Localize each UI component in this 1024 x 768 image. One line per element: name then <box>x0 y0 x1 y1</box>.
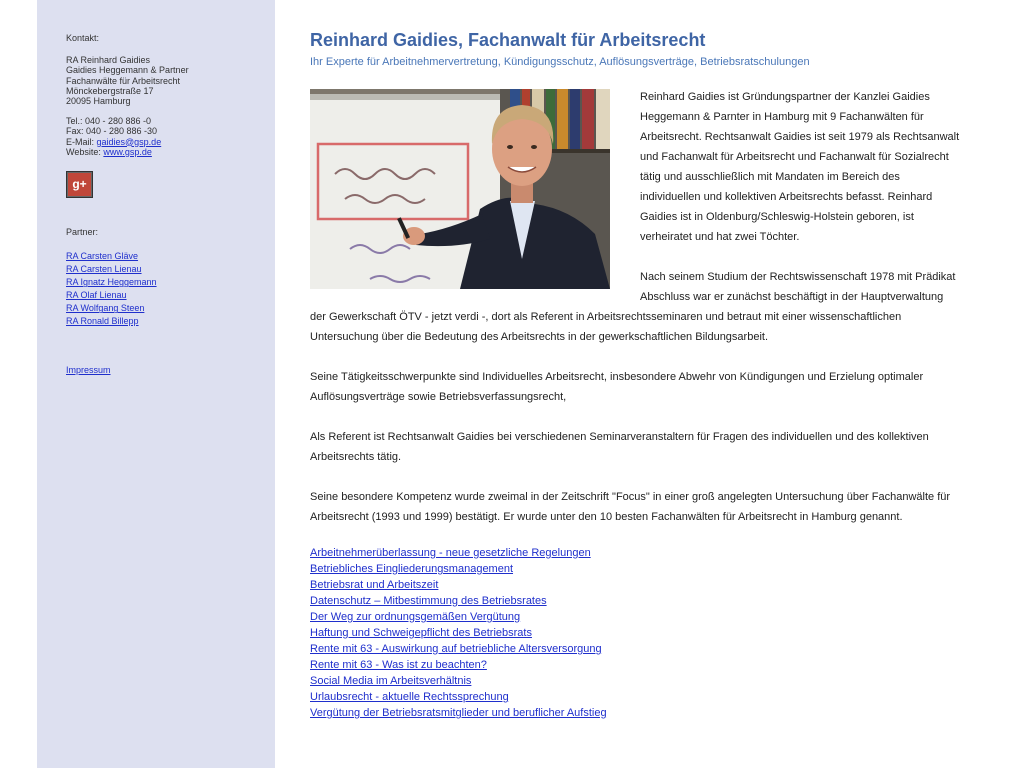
article-link-item <box>310 577 960 593</box>
article-body <box>310 87 960 721</box>
article-link-item <box>310 625 960 641</box>
website-row <box>66 147 275 157</box>
website-link[interactable]: www.gsp.de <box>103 146 152 157</box>
article-link[interactable]: Betriebsrat und Arbeitszeit <box>310 579 439 591</box>
partner-list <box>66 250 275 328</box>
article-link[interactable]: Rente mit 63 - Was ist zu beachten? <box>310 659 487 671</box>
article-link-item <box>310 545 960 561</box>
partner-link[interactable]: RA Wolfgang Steen <box>66 303 145 314</box>
partner-link[interactable]: RA Carsten Lienau <box>66 264 142 275</box>
partner-label: Partner: <box>66 227 99 238</box>
partner-item <box>66 250 275 263</box>
sidebar <box>37 0 275 768</box>
address-line: 20095 Hamburg <box>66 96 131 107</box>
paragraph: Seine besondere Kompetenz wurde zweimal in der Zeitschrift "Focus" in einer groß angelegten Untersuchung über Fachanwälte für Arbeitsrecht (1993 und 1999) bestätigt. Er wurde unter den 10 besten Fachanwälten für Arbeitsrecht in Hamburg genannt. <box>310 491 951 523</box>
article-link[interactable]: Haftung und Schweigepflicht des Betriebsrats <box>310 627 532 639</box>
article-link[interactable]: Der Weg zur ordnungsgemäßen Vergütung <box>310 611 521 623</box>
email-row <box>66 137 275 147</box>
article-link[interactable]: Datenschutz – Mitbestimmung des Betriebsrates <box>310 595 547 607</box>
google-plus-icon[interactable]: g+ <box>66 171 93 198</box>
paragraph: Als Referent ist Rechtsanwalt Gaidies bei verschiedenen Seminarveranstaltern für Fragen des individuellen und des kollektiven Arbeitsrechts tätig. <box>310 431 929 463</box>
paragraph: Seine Tätigkeitsschwerpunkte sind Individuelles Arbeitsrecht, insbesondere Abwehr von Kündigungen und Erzielung optimaler Auflösungsverträge sowie Betriebsverfassungsrecht, <box>310 371 924 403</box>
address-line: Fachanwälte für Arbeitsrecht <box>66 75 181 86</box>
address-line: Gaidies Heggemann & Partner <box>66 65 189 76</box>
contact-label: Kontakt: <box>66 33 100 43</box>
partner-item <box>66 263 275 276</box>
article-link-item <box>310 561 960 577</box>
partner-item <box>66 315 275 328</box>
article-link[interactable]: Vergütung der Betriebsratsmitglieder und beruflicher Aufstieg <box>310 707 607 719</box>
address-line: RA Reinhard Gaidies <box>66 55 151 66</box>
partner-item <box>66 302 275 315</box>
portrait-photo <box>310 89 610 289</box>
article-link-list <box>310 545 960 721</box>
telephone: Tel.: 040 - 280 886 -0 <box>66 116 152 127</box>
article-link-item <box>310 641 960 657</box>
article-link-item <box>310 657 960 673</box>
fax: Fax: 040 - 280 886 -30 <box>66 126 158 137</box>
email-link[interactable]: gaidies@gsp.de <box>96 136 162 147</box>
partner-item <box>66 289 275 302</box>
article-link-item <box>310 689 960 705</box>
article-link-item <box>310 609 960 625</box>
partner-link[interactable]: RA Olaf Lienau <box>66 290 127 301</box>
article-link[interactable]: Arbeitnehmerüberlassung - neue gesetzliche Regelungen <box>310 547 591 559</box>
main-content <box>310 28 960 721</box>
impressum-link[interactable]: Impressum <box>66 365 111 376</box>
article-link[interactable]: Rente mit 63 - Auswirkung auf betriebliche Altersversorgung <box>310 643 602 655</box>
address-line: Mönckebergstraße 17 <box>66 85 154 96</box>
paragraph: Nach seinem Studium der Rechtswissenschaft 1978 mit Prädikat Abschluss war er zunächst beschäftigt in der Hauptverwaltung der Gewerkschaft ÖTV - jetzt verdi -, dort als Referent in Arbeitsrechtsseminaren und betraut mit einer wissenschaftlichen Untersuchung über die Bedeutung des Arbeitsrechts in der gewerkschaftlichen Bildungsarbeit. <box>310 271 956 343</box>
article-link-item <box>310 673 960 689</box>
page-subtitle: Ihr Experte für Arbeitnehmervertretung, Kündigungsschutz, Auflösungsverträge, Betriebsratschulungen <box>310 56 810 68</box>
partner-item <box>66 276 275 289</box>
article-link-item <box>310 593 960 609</box>
page-title: Reinhard Gaidies, Fachanwalt für Arbeitsrecht <box>310 30 706 50</box>
partner-link[interactable]: RA Ignatz Heggemann <box>66 277 157 288</box>
article-link[interactable]: Betriebliches Eingliederungsmanagement <box>310 563 514 575</box>
article-link[interactable]: Urlaubsrecht - aktuelle Rechtssprechung <box>310 691 509 703</box>
article-link-item <box>310 705 960 721</box>
partner-link[interactable]: RA Carsten Gläve <box>66 251 139 262</box>
partner-link[interactable]: RA Ronald Billepp <box>66 316 139 327</box>
phone-block <box>66 116 275 157</box>
article-link[interactable]: Social Media im Arbeitsverhältnis <box>310 675 472 687</box>
website-label: Website: <box>66 146 104 157</box>
paragraph: Reinhard Gaidies ist Gründungspartner der Kanzlei Gaidies Heggemann & Parnter in Hamburg mit 9 Fachanwälten für Arbeitsrecht. Rechtsanwalt Gaidies ist seit 1979 als Rechtsanwalt und Fachanwalt für Arbeitsrecht und Fachanwalt für Sozialrecht tätig und ausschließlich mit Mandaten im Bereich des individuellen und kollektiven Arbeitsrechts befasst. Reinhard Gaidies ist in Oldenburg/Schleswig-Holstein geboren, ist verheiratet und hat zwei Töchter. <box>640 91 960 243</box>
email-label: E-Mail: <box>66 136 97 147</box>
address-block <box>66 55 275 106</box>
